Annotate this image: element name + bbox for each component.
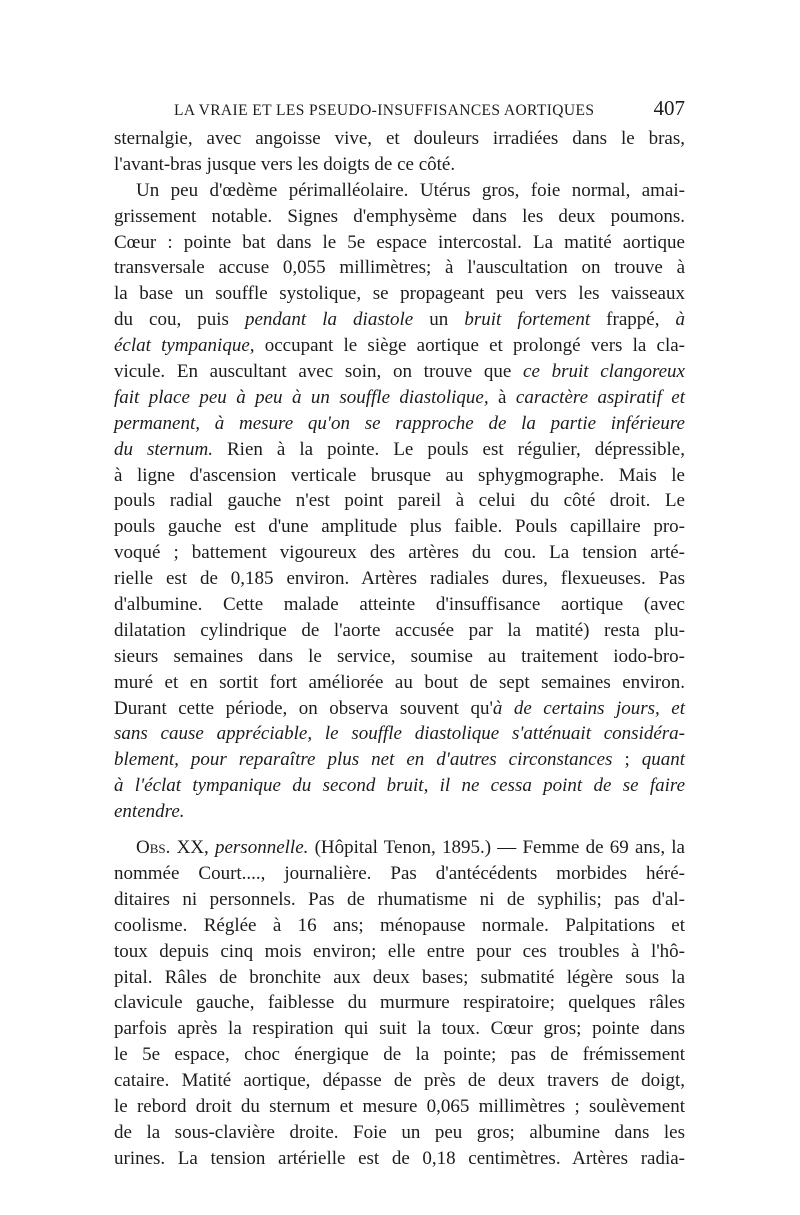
text-line: parfois après la respiration qui suit la toux. Cœur gros; pointe dans: [114, 1018, 685, 1040]
obs-label: Obs. XX,: [136, 837, 215, 859]
italic-span: caractère aspiratif et: [515, 386, 685, 408]
text-line: pouls gauche est d'une amplitude plus faible. Pouls capillaire pro-: [114, 516, 685, 538]
text-line: nommée Court...., journalière. Pas d'antécédents morbides héré-: [114, 862, 685, 884]
italic-span: blement, pour reparaître plus net en d'autres circonstances: [114, 749, 613, 771]
text-line: muré et en sortit fort améliorée au bout de sept semaines environ.: [114, 671, 685, 693]
text-line: ditaires ni personnels. Pas de rhumatisme ni de syphilis; pas d'al-: [114, 888, 685, 910]
book-page: [114, 96, 685, 1172]
italic-span: du sternum.: [114, 438, 213, 460]
text-line: [114, 773, 685, 799]
italic-span: quant: [641, 749, 685, 771]
text-line: voqué ; battement vigoureux des artères du cou. La tension arté-: [114, 542, 685, 564]
italic-span: bruit fortement: [464, 309, 591, 331]
text-line: clavicule gauche, faiblesse du murmure respiratoire; quelques râles: [114, 992, 685, 1014]
text-line: le rebord droit du sternum et mesure 0,065 millimètres ; soulèvement: [114, 1095, 685, 1117]
text-line: de la sous-clavière droite. Foie un peu gros; albumine dans les: [114, 1121, 685, 1143]
italic-span: à: [675, 309, 685, 331]
text-line: pital. Râles de bronchite aux deux bases; submatité légère sous la: [114, 966, 685, 988]
text-span: ;: [612, 749, 642, 771]
text-span: frappé,: [590, 309, 676, 331]
text-line: [114, 333, 685, 359]
text-line: [114, 359, 685, 385]
text-line: [114, 411, 685, 437]
text-span: un: [413, 309, 465, 331]
text-line: la base un souffle systolique, se propageant peu vers les vaisseaux: [114, 283, 685, 305]
text-span: (Hôpital Tenon, 1895.) — Femme de 69 ans, la: [308, 837, 685, 859]
text-line: [114, 721, 685, 747]
text-line: [114, 799, 685, 825]
text-span: du cou, puis: [114, 309, 245, 331]
text-line: [114, 696, 685, 722]
text-line: toux depuis cinq mois environ; elle entre pour ces troubles à l'hô-: [114, 940, 685, 962]
italic-span: permanent, à mesure qu'on se rapproche de la partie inférieure: [114, 412, 685, 434]
italic-span: entendre.: [114, 801, 185, 823]
page-number: 407: [653, 96, 685, 120]
text-span: Rien à la pointe. Le pouls est régulier, dépressible,: [212, 438, 685, 460]
italic-span: fait place peu à peu à un souffle diastolique,: [114, 386, 489, 408]
text-line: [114, 385, 685, 411]
text-line: d'albumine. Cette malade atteinte d'insuffisance aortique (avec: [114, 594, 685, 616]
text-line: à ligne d'ascension verticale brusque au sphygmographe. Mais le: [114, 464, 685, 486]
text-line: rielle est de 0,185 environ. Artères radiales dures, flexueuses. Pas: [114, 568, 685, 590]
text-line: [114, 307, 685, 333]
italic-span: ce bruit clangoreux: [523, 361, 685, 383]
italic-span: à de certains jours, et: [492, 697, 685, 719]
text-line: urines. La tension artérielle est de 0,18 centimètres. Artères radia-: [114, 1147, 685, 1169]
text-line: dilatation cylindrique de l'aorte accusée par la matité) resta plu-: [114, 619, 685, 641]
italic-span: pendant la diastole: [244, 309, 414, 331]
text-line: [114, 747, 685, 773]
text-line: Cœur : pointe bat dans le 5e espace intercostal. La matité aortique: [114, 231, 685, 253]
text-line: le 5e espace, choc énergique de la pointe; pas de frémissement: [114, 1044, 685, 1066]
text-line: [114, 437, 685, 463]
text-span: à: [488, 386, 516, 408]
text-line: sternalgie, avec angoisse vive, et douleurs irradiées dans le bras,: [114, 128, 685, 149]
italic-span: sans cause appréciable, le souffle diastolique s'atténuait considéra-: [114, 723, 685, 745]
text-line: Un peu d'œdème périmalléolaire. Utérus gros, foie normal, amai-: [136, 179, 685, 201]
body-text: [114, 126, 685, 1172]
text-span: vicule. En auscultant avec soin, on trouve que: [114, 361, 524, 383]
running-title: LA VRAIE ET LES PSEUDO-INSUFFISANCES AORTIQUES: [174, 102, 595, 119]
text-span: Durant cette période, on observa souvent qu': [114, 697, 493, 719]
text-line: cataire. Matité aortique, dépasse de près de deux travers de doigt,: [114, 1070, 685, 1092]
text-line: grissement notable. Signes d'emphysème dans les deux poumons.: [114, 205, 685, 227]
text-span: occupant le siège aortique et prolongé vers la cla-: [254, 335, 686, 357]
text-line: coolisme. Réglée à 16 ans; ménopause normale. Palpitations et: [114, 914, 685, 936]
italic-span: personnelle.: [214, 837, 309, 859]
italic-span: éclat tympanique,: [114, 335, 255, 357]
text-line: pouls radial gauche n'est point pareil à celui du côté droit. Le: [114, 490, 685, 512]
text-line: sieurs semaines dans le service, soumise au traitement iodo-bro-: [114, 645, 685, 667]
text-line: l'avant-bras jusque vers les doigts de ce côté.: [114, 153, 456, 175]
italic-span: à l'éclat tympanique du second bruit, il ne cessa point de se faire: [114, 775, 685, 797]
running-head: [114, 96, 685, 126]
text-line: [114, 835, 685, 861]
text-line: transversale accuse 0,055 millimètres; à l'auscultation on trouve à: [114, 257, 685, 279]
